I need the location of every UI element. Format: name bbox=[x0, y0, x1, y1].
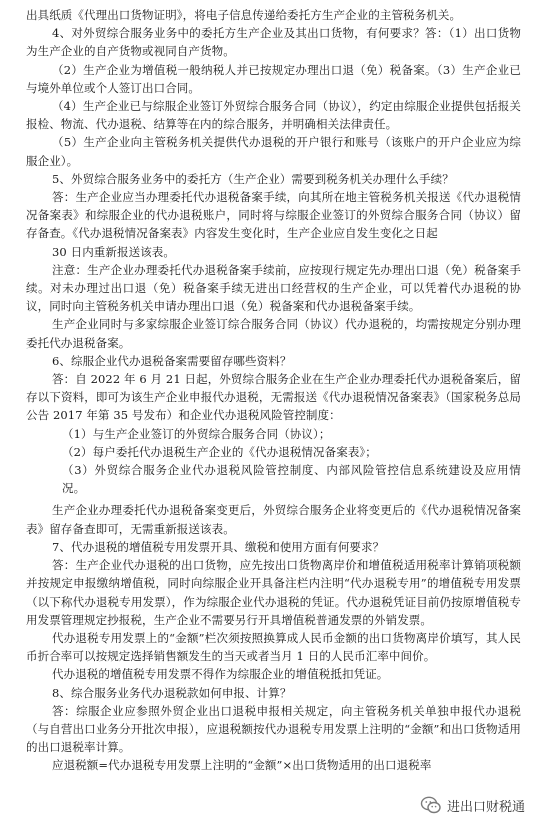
paragraph-m5: 代办退税的增值税专用发票不得作为综服企业的增值税抵扣凭证。 bbox=[52, 667, 389, 682]
paragraph-m4: 代办退税专用发票上的“金额”栏次须按照换算成人民币金额的出口货物离岸价填写，其人民币折合率可以按规定选择销售额发生的当天或者当月 1 日的人民币汇率中间价。 bbox=[26, 630, 521, 664]
paragraph-m2: 7、代办退税的增值税专用发票开具、缴税和使用方面有何要求？ bbox=[52, 539, 385, 554]
paragraph-l2: 4、对外贸综合服务业务中的委托方生产企业及其出口货物，有何要求？答：（1）出口货物为生产企业的自产货物或视同自产货物。 bbox=[26, 26, 521, 59]
paragraph-m7: 答：综服企业应参照外贸企业出口退税申报相关规定，向主管税务机关单独申报代办退税（与自营出口业务分开批次申报），应退税额按代办退税专用发票上注明的“金额”和出口货物适用的出口退税率计算。 bbox=[26, 703, 521, 755]
paragraph-l5: （5）生产企业向主管税务机关提供代办退税的开户银行和账号（该账户的开户企业应为综服企业）。 bbox=[26, 135, 521, 168]
paragraph-m1: 生产企业办理委托代办退税备案变更后，外贸综合服务企业将变更后的《代办退税情况备案表》留存备查即可，无需重新报送该表。 bbox=[26, 503, 521, 536]
watermark-text: 进出口财税通 bbox=[446, 799, 525, 815]
paragraph-l12: 答：自 2022 年 6 月 21 日起，外贸综合服务企业在生产企业办理委托代办退税备案后，留存以下资料，即可为该生产企业申报代办退税，无需报送《代办退税情况备案表》（国家税务总局公告 2017 年第 35 号发布）和企业代办退税风险管控制度： bbox=[26, 372, 521, 423]
paragraph-l11: 6、综服企业代办退税备案需要留存哪些资料？ bbox=[52, 353, 292, 368]
paragraph-l10: 生产企业同时与多家综服企业签订综合服务合同（协议）代办退税的，均需按规定分别办理委托代办退税备案。 bbox=[26, 317, 521, 350]
requirement-list bbox=[26, 425, 521, 498]
document-body-continued bbox=[26, 501, 521, 774]
paragraph-m6: 8、综合服务业务代办退税款如何申报、计算？ bbox=[52, 685, 292, 700]
paragraph-i2: （2）每户委托代办退税生产企业的《代办退税情况备案表》； bbox=[62, 444, 377, 459]
paragraph-l9: 注意：生产企业办理委托代办退税备案手续前，应按现行规定先办理出口退（免）税备案手续。对未办理过出口退（免）税备案手续无进出口经营权的生产企业，可以凭着代办退税的协议，同时向主管税务机关申请办理出口退（免）税备案和代办退税备案手续。 bbox=[26, 262, 521, 314]
paragraph-l1: 出具纸质《代理出口货物证明》，将电子信息传递给委托方生产企业的主管税务机关。 bbox=[26, 8, 462, 22]
paragraph-m3: 答：生产企业代办退税的出口货物，应先按出口货物离岸价和增值税适用税率计算销项税额并按规定申报缴纳增值税，同时向综服企业开具备注栏内注明“代办退税专用”的增值税专用发票（以下称代办退税专用发票），作为综服企业代办退税的凭证。代办退税凭证目前仍按原增值税专用发票管理规定抄报税，生产企业不需要另行开具增值税普通发票的外销发票。 bbox=[26, 558, 521, 627]
paragraph-m8: 应退税额=代办退税专用发票上注明的“金额”×出口货物适用的出口退税率 bbox=[52, 758, 432, 773]
paragraph-l6: 5、外贸综合服务业务中的委托方（生产企业）需要到税务机关办理什么手续？ bbox=[52, 171, 454, 186]
paragraph-l4: （4）生产企业已与综服企业签订外贸综合服务合同（协议），约定由综服企业提供包括报关报检、物流、代办退税、结算等在内的综合服务，并明确相关法律责任。 bbox=[26, 99, 521, 132]
paragraph-l8: 30 日内重新报送该表。 bbox=[52, 244, 175, 259]
paragraph-l3: （2）生产企业为增值税一般纳税人并已按规定办理出口退（免）税备案。（3）生产企业已与境外单位或个人签订出口合同。 bbox=[26, 62, 521, 95]
paragraph-i3: （3）外贸综合服务企业代办退税风险管控制度、内部风险管控信息系统建设及应用情况。 bbox=[62, 463, 521, 496]
paragraph-l7: 答：生产企业应当办理委托代办退税备案手续，向其所在地主管税务机关报送《代办退税情况备案表》和综服企业的代办退税账户，同时将与综服企业签订的外贸综合服务合同（协议）留存备查。《代办退税情况备案表》内容发生变化时，生产企业应自发生变化之日起 bbox=[26, 190, 521, 241]
document-body bbox=[26, 6, 521, 425]
paragraph-i1: （1）与生产企业签订的外贸综合服务合同（协议）； bbox=[62, 426, 331, 441]
wechat-icon bbox=[420, 794, 442, 816]
watermark bbox=[420, 794, 525, 816]
